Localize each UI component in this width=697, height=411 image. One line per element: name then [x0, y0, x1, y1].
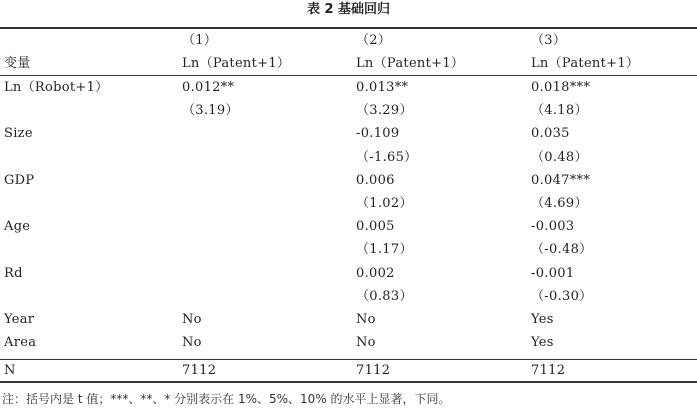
cell-model-2: （0.83）	[356, 288, 413, 304]
cell-model-1: No	[182, 311, 202, 327]
observations-label: N	[4, 363, 16, 378]
table-row	[0, 285, 697, 308]
cell-model-2: （1.02）	[356, 195, 413, 211]
table-row	[0, 122, 697, 145]
cell-model-2: No	[356, 311, 376, 327]
cell-model-3: Yes	[531, 311, 554, 327]
table-row	[0, 238, 697, 261]
cell-model-2: （-1.65）	[356, 149, 418, 165]
cell-model-3: 0.035	[531, 126, 570, 142]
table-row	[0, 76, 697, 99]
cell-model-1: 0.012**	[182, 80, 235, 95]
cell-model-2: （1.17）	[356, 242, 413, 258]
table-row	[0, 146, 697, 169]
row-label: Area	[4, 335, 37, 351]
row-label: Size	[4, 126, 33, 142]
cell-model-3: 0.047***	[531, 172, 591, 188]
model-number-2: （2）	[356, 33, 392, 48]
cell-model-3: 0.018***	[531, 80, 591, 95]
row-label: Age	[4, 219, 31, 235]
cell-model-2: （3.29）	[356, 103, 413, 119]
cell-model-2: 0.006	[356, 172, 395, 188]
cell-model-3: -0.001	[531, 265, 575, 281]
model-number-row	[0, 29, 697, 52]
table-title: 表 2 基础回归	[306, 2, 391, 17]
cell-model-3: （-0.30）	[531, 288, 593, 304]
table-row	[0, 331, 697, 354]
bottom-rule	[0, 381, 697, 383]
variable-column-header: 变量	[4, 56, 31, 71]
cell-model-1: No	[182, 335, 202, 351]
table-body	[0, 76, 697, 354]
table-row	[0, 192, 697, 215]
cell-model-3: （4.69）	[531, 195, 588, 211]
cell-model-3: Yes	[531, 335, 554, 351]
dependent-variable-3: Ln（Patent+1）	[531, 56, 640, 71]
model-number-1: （1）	[182, 33, 218, 48]
observations-model-1: 7112	[182, 363, 217, 378]
cell-model-2: 0.002	[356, 265, 395, 281]
row-label: Rd	[4, 265, 23, 281]
cell-model-1: （3.19）	[182, 103, 239, 119]
dependent-variable-1: Ln（Patent+1）	[182, 56, 291, 71]
observations-model-2: 7112	[356, 363, 391, 378]
cell-model-3: -0.003	[531, 219, 575, 235]
table-row	[0, 262, 697, 285]
table-row	[0, 308, 697, 331]
table-row	[0, 99, 697, 122]
table-note: 注：括号内是 t 值；***、**、* 分别表示在 1%、5%、10% 的水平上显著，下同。	[2, 392, 451, 406]
cell-model-2: 0.013**	[356, 80, 409, 95]
cell-model-2: No	[356, 335, 376, 351]
row-label: Year	[4, 311, 35, 327]
model-number-3: （3）	[531, 33, 567, 48]
cell-model-3: （0.48）	[531, 149, 588, 165]
row-label: Ln（Robot+1）	[4, 80, 109, 95]
table-row	[0, 215, 697, 238]
dependent-variable-2: Ln（Patent+1）	[356, 56, 465, 71]
cell-model-3: （4.18）	[531, 103, 588, 119]
row-label: GDP	[4, 172, 35, 188]
cell-model-2: -0.109	[356, 126, 400, 142]
observations-row	[0, 360, 697, 381]
dependent-variable-row	[0, 52, 697, 75]
table-header	[0, 29, 697, 75]
observations-model-3: 7112	[531, 363, 566, 378]
table-row	[0, 169, 697, 192]
cell-model-3: （-0.48）	[531, 242, 593, 258]
cell-model-2: 0.005	[356, 219, 395, 235]
